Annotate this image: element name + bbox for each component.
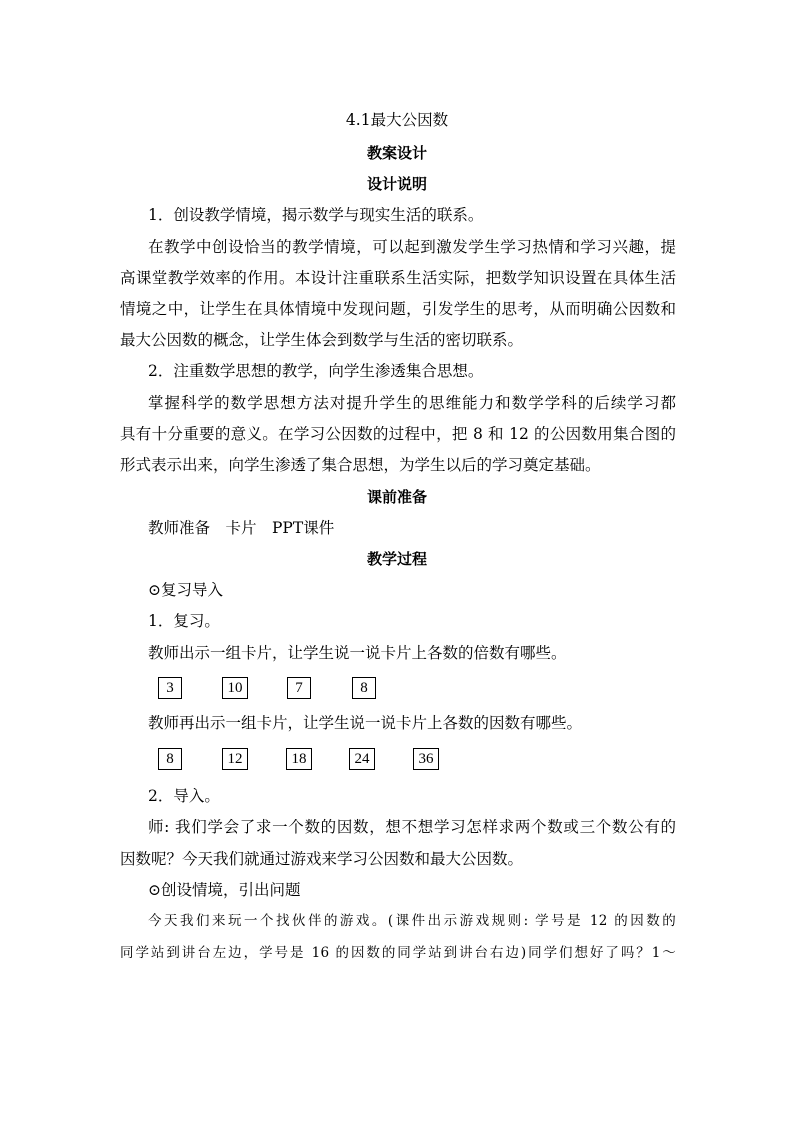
number-card: 8 <box>158 748 182 770</box>
point2-heading: 2．注重数学思想的教学，向学生渗透集合思想。 <box>148 362 484 380</box>
point1-line-4: 最大公因数的概念，让学生体会到数学与生活的密切联系。 <box>120 331 524 349</box>
number-card: 7 <box>287 677 311 699</box>
number-card: 10 <box>222 677 248 699</box>
situation-line-2: 同学站到讲台左边，学号是 16 的因数的同学站到讲台右边)同学们想好了吗？1～ <box>120 945 676 961</box>
point1-line-1: 在教学中创设恰当的教学情境，可以起到激发学生学习热情和学习兴趣，提 <box>148 238 676 256</box>
review-text-1: 教师出示一组卡片，让学生说一说卡片上各数的倍数有哪些。 <box>148 644 567 662</box>
situation-line-1: 今天我们来玩一个找伙伴的游戏。(课件出示游戏规则: 学号是 12 的因数的 <box>148 913 676 929</box>
intro-line-2: 因数呢？今天我们就通过游戏来学习公因数和最大公因数。 <box>120 850 524 868</box>
situation-heading: ⊙创设情境，引出问题 <box>148 881 301 899</box>
heading-teaching-process: 教学过程 <box>366 550 427 568</box>
point1-line-3: 情境之中，让学生在具体情境中发现问题，引发学生的思考，从而明确公因数和 <box>120 300 676 318</box>
point2-line-1: 掌握科学的数学思想方法对提升学生的思维能力和数学学科的后续学习都 <box>148 394 676 412</box>
intro-line-1: 师: 我们学会了求一个数的因数，想不想学习怎样求两个数或三个数公有的 <box>148 818 676 836</box>
number-card: 8 <box>352 677 376 699</box>
point1-heading: 1．创设教学情境，揭示数学与现实生活的联系。 <box>148 206 484 224</box>
review-heading: ⊙复习导入 <box>148 581 223 599</box>
number-card: 18 <box>286 748 312 770</box>
point2-line-2: 具有十分重要的意义。在学习公因数的过程中，把 8 和 12 的公因数用集合图的 <box>120 425 676 443</box>
number-card: 24 <box>349 748 375 770</box>
number-card: 3 <box>158 677 182 699</box>
review-text-2: 教师再出示一组卡片，让学生说一说卡片上各数的因数有哪些。 <box>148 714 583 732</box>
number-card: 12 <box>222 748 248 770</box>
review-step: 1．复习。 <box>148 612 220 630</box>
preparation-line: 教师准备 卡片 PPT课件 <box>148 519 335 537</box>
heading-preparation: 课前准备 <box>366 488 427 506</box>
heading-design-notes: 设计说明 <box>366 175 427 193</box>
point2-line-3: 形式表示出来，向学生渗透了集合思想，为学生以后的学习奠定基础。 <box>120 456 601 474</box>
intro-step: 2．导入。 <box>148 787 220 805</box>
heading-lesson-design: 教案设计 <box>366 144 427 162</box>
number-card: 36 <box>413 748 439 770</box>
doc-title: 4.1最大公因数 <box>345 111 449 129</box>
point1-line-2: 高课堂教学效率的作用。本设计注重联系生活实际，把数学知识设置在具体生活 <box>120 269 676 287</box>
